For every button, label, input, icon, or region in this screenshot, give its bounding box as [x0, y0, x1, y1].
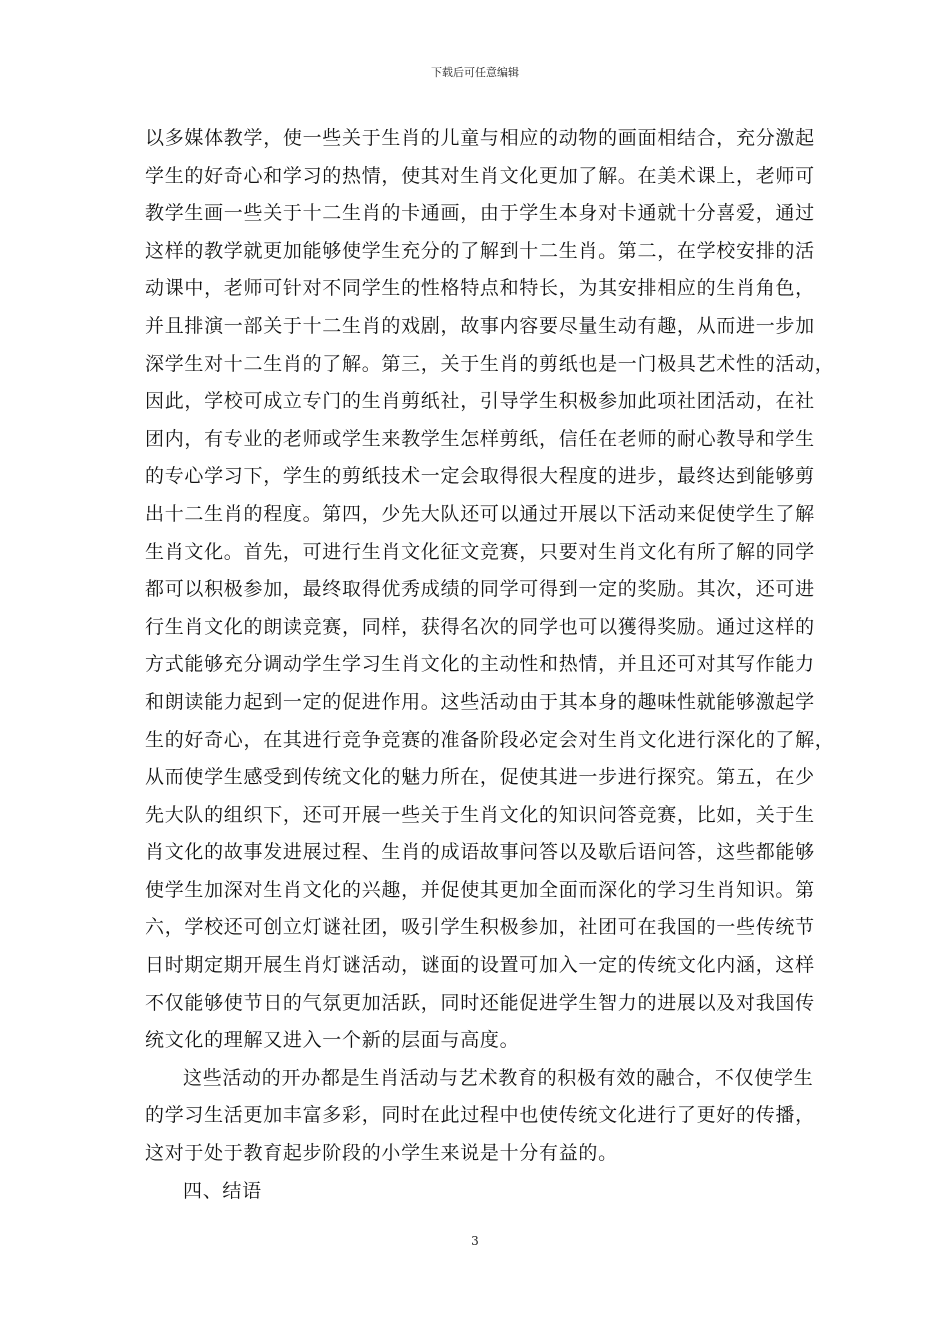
text-line: 先大队的组织下，还可开展一些关于生肖文化的知识问答竞赛，比如，关于生 [145, 803, 815, 826]
page-number: 3 [471, 1234, 479, 1248]
body-text [145, 120, 835, 1210]
text-line: 方式能够充分调动学生学习生肖文化的主动性和热情，并且还可对其写作能力 [145, 653, 815, 676]
text-line: 这些活动的开办都是生肖活动与艺术教育的积极有效的融合，不仅使学生 [183, 1066, 814, 1089]
text-line: 从而使学生感受到传统文化的魅力所在，促使其进一步进行探究。第五，在少 [145, 766, 815, 789]
text-line: 不仅能够使节日的气氛更加活跃，同时还能促进学生智力的进展以及对我国传 [145, 991, 815, 1014]
text-line: 深学生对十二生肖的了解。第三，关于生肖的剪纸也是一门极具艺术性的活动， [145, 352, 835, 375]
text-line: 动课中，老师可针对不同学生的性格特点和特长，为其安排相应的生肖角色， [145, 277, 815, 300]
text-line: 生的好奇心，在其进行竞争竞赛的准备阶段必定会对生肖文化进行深化的了解， [145, 728, 835, 751]
text-line: 学生的好奇心和学习的热情，使其对生肖文化更加了解。在美术课上，老师可 [145, 164, 815, 187]
text-line: 这样的教学就更加能够使学生充分的了解到十二生肖。第二，在学校安排的活 [145, 239, 815, 262]
text-line: 的学习生活更加丰富多彩，同时在此过程中也使传统文化进行了更好的传播， [145, 1104, 815, 1127]
text-line: 使学生加深对生肖文化的兴趣，并促使其更加全面而深化的学习生肖知识。第 [145, 878, 815, 901]
text-line: 肖文化的故事发进展过程、生肖的成语故事问答以及歇后语问答，这些都能够 [145, 841, 815, 864]
text-line: 都可以积极参加，最终取得优秀成绩的同学可得到一定的奖励。其次，还可进 [145, 578, 815, 601]
text-line: 教学生画一些关于十二生肖的卡通画，由于学生本身对卡通就十分喜爱，通过 [145, 202, 815, 225]
text-line: 生肖文化。首先，可进行生肖文化征文竞赛，只要对生肖文化有所了解的同学 [145, 540, 815, 563]
page-header: 下载后可任意编辑 [431, 66, 519, 79]
paragraph-activities [145, 120, 835, 1060]
text-line: 行生肖文化的朗读竞赛，同样，获得名次的同学也可以獲得奖励。通过这样的 [145, 615, 815, 638]
text-line: 团内，有专业的老师或学生来教学生怎样剪纸，信任在老师的耐心教导和学生 [145, 427, 815, 450]
text-line: 的专心学习下，学生的剪纸技术一定会取得很大程度的进步，最终达到能够剪 [145, 465, 815, 488]
section-heading-text: 四、结语 [183, 1179, 262, 1202]
text-line: 因此，学校可成立专门的生肖剪纸社，引导学生积极参加此项社团活动，在社 [145, 390, 815, 413]
paragraph-summary [145, 1060, 813, 1173]
section-heading [145, 1173, 813, 1211]
text-line: 统文化的理解又进入一个新的层面与高度。 [145, 1029, 520, 1052]
text-line: 出十二生肖的程度。第四，少先大队还可以通过开展以下活动来促使学生了解 [145, 502, 815, 525]
text-line: 并且排演一部关于十二生肖的戏剧，故事内容要尽量生动有趣，从而进一步加 [145, 314, 815, 337]
text-line: 六，学校还可创立灯谜社团，吸引学生积极参加，社团可在我国的一些传统节 [145, 916, 815, 939]
text-line: 以多媒体教学，使一些关于生肖的儿童与相应的动物的画面相结合，充分激起 [145, 127, 815, 149]
text-line: 日时期定期开展生肖灯谜活动，谜面的设置可加入一定的传统文化内涵，这样 [145, 954, 815, 977]
text-line: 这对于处于教育起步阶段的小学生来说是十分有益的。 [145, 1142, 618, 1165]
text-line: 和朗读能力起到一定的促进作用。这些活动由于其本身的趣味性就能够激起学 [145, 690, 815, 713]
